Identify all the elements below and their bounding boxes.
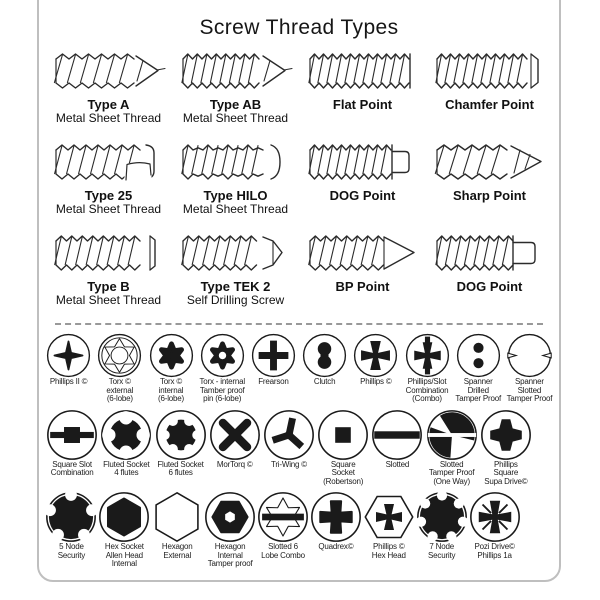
drive-label-line: Tri-Wing ©	[270, 459, 307, 469]
drive-label	[323, 461, 363, 487]
screw-item-bp	[299, 228, 426, 307]
drive-label-line: (One Way)	[433, 476, 470, 486]
drive-label	[429, 461, 475, 487]
sharp-screw-illustration	[431, 137, 549, 187]
drive-item-square-slot	[45, 409, 99, 487]
drive-label-line: 6 flutes	[168, 468, 193, 477]
square-robertson-icon	[317, 409, 369, 461]
drive-label-line: 4 flutes	[114, 468, 139, 477]
drive-label-line: internal	[158, 385, 184, 395]
screw-name: Sharp Point	[453, 188, 526, 203]
drive-label-line: Slotted	[439, 459, 464, 469]
screw-name: Type HILO	[203, 188, 268, 203]
screw-name: Type 25	[84, 188, 133, 203]
drive-label-line: Frearson	[258, 377, 289, 386]
screw-item-type-a	[45, 46, 172, 125]
drive-label-line: Torx ©	[159, 377, 183, 386]
drive-label	[428, 543, 455, 560]
drive-label-line: (Combo)	[412, 394, 442, 403]
screw-subtitle: Metal Sheet Thread	[55, 202, 162, 216]
drive-label-line: Tamper proof	[207, 559, 253, 568]
drive-item-torx-pin	[197, 333, 248, 404]
drive-label	[406, 378, 449, 404]
hexagon-external-icon	[151, 491, 203, 543]
drive-label-line: Slotted	[385, 459, 410, 469]
drive-label-line: Square Slot	[52, 459, 92, 469]
drive-item-phillips-slot	[401, 333, 452, 404]
drive-item-fluted-6	[153, 409, 207, 487]
type-ab-screw-illustration	[177, 46, 295, 96]
drive-label-line: (6-lobe)	[158, 394, 184, 403]
drive-label-line: (6-lobe)	[106, 394, 133, 403]
drive-item-pozi	[468, 491, 521, 569]
drive-label-line: Security	[428, 550, 456, 560]
drive-label-line: Drilled	[467, 385, 489, 395]
screw-subtitle: Metal Sheet Thread	[182, 111, 289, 125]
screw-item-sharp	[426, 137, 553, 216]
drive-label-line: Fluted Socket	[103, 459, 150, 469]
bp-screw-illustration	[304, 228, 422, 278]
mortorq-icon	[209, 409, 261, 461]
drive-label	[258, 378, 288, 387]
drive-label-line: Phillips ©	[360, 377, 392, 386]
drive-item-clutch	[299, 333, 350, 404]
phillips-hex-head-icon	[363, 491, 415, 543]
drive-label-line: Tamper Proof	[506, 394, 553, 403]
drive-label-line: Slotted	[517, 385, 542, 395]
drive-label-line: MorTorq ©	[216, 459, 253, 469]
clutch-icon	[302, 333, 347, 378]
drive-label	[360, 378, 391, 387]
phillips-icon	[353, 333, 398, 378]
screw-name: DOG Point	[329, 188, 396, 203]
drive-label-line: Hexagon	[214, 542, 246, 551]
drive-item-slotted	[370, 409, 424, 487]
drive-item-phillips-ii	[43, 333, 94, 404]
drive-label-line: Phillips/Slot	[407, 377, 447, 386]
drive-label	[271, 461, 307, 470]
square-slot-icon	[46, 409, 98, 461]
drive-label	[386, 461, 410, 470]
drive-item-hex-allen	[98, 491, 151, 569]
chamfer-screw-illustration	[431, 46, 549, 96]
drive-label-line: Spanner	[514, 377, 544, 386]
drive-label-line: Torx - internal	[199, 377, 245, 386]
drive-label	[162, 543, 193, 560]
torx-pin-icon	[200, 333, 245, 378]
drive-label	[507, 378, 553, 404]
screw-item-hilo	[172, 137, 299, 216]
chart-frame	[37, 0, 561, 582]
screw-item-dog	[299, 137, 426, 216]
drive-label-line: Phillips II ©	[49, 377, 88, 386]
drive-label-line: Fluted Socket	[157, 459, 204, 469]
slotted-6lobe-icon	[257, 491, 309, 543]
screw-subtitle: Metal Sheet Thread	[55, 111, 162, 125]
drive-label	[103, 461, 149, 478]
drive-label-line: Hexagon	[161, 542, 193, 551]
seven-node-icon	[416, 491, 468, 543]
drive-item-frearson	[248, 333, 299, 404]
drive-label-line: Quadrex©	[318, 542, 354, 551]
drive-label-line: Square	[330, 459, 356, 469]
drive-label	[157, 461, 203, 478]
fluted-4-icon	[100, 409, 152, 461]
screw-item-chamfer	[426, 46, 553, 125]
drive-label-line: Tamber proof	[199, 385, 245, 395]
drive-label-line: 5 Node	[59, 542, 84, 551]
phillips-ii-icon	[46, 333, 91, 378]
drive-label	[208, 543, 253, 569]
drive-types-grid	[39, 333, 559, 569]
type-b-screw-illustration	[50, 228, 168, 278]
drive-label	[58, 543, 85, 560]
drive-item-square-robertson	[316, 409, 370, 487]
drive-label	[106, 378, 133, 404]
drive-label-line: Tamper Proof	[455, 394, 502, 403]
drive-label-line: Square	[493, 468, 519, 477]
hex-tamper-icon	[204, 491, 256, 543]
screw-name: Chamfer Point	[445, 97, 534, 112]
drive-label	[105, 543, 144, 569]
screw-item-dog-long	[426, 228, 553, 307]
drive-row-3	[39, 491, 559, 569]
five-node-icon	[45, 491, 97, 543]
quadrex-icon	[310, 491, 362, 543]
screw-name: Type AB	[209, 97, 262, 112]
drive-item-one-way	[425, 409, 479, 487]
drive-label-line: Spanner	[463, 377, 493, 386]
screw-item-type-25	[45, 137, 172, 216]
drive-label-line: Combination	[405, 385, 449, 395]
hex-allen-icon	[98, 491, 150, 543]
screw-item-type-b	[45, 228, 172, 307]
drive-item-fluted-4	[99, 409, 153, 487]
fluted-6-icon	[155, 409, 207, 461]
drive-label-line: Socket	[331, 468, 355, 477]
page-title: Screw Thread Types	[199, 16, 399, 39]
hilo-screw-illustration	[177, 137, 295, 187]
drive-label-line: Allen Head	[105, 550, 143, 560]
drive-label-line: Phillips	[493, 459, 518, 469]
drive-label	[199, 378, 244, 404]
drive-label-line: Security	[57, 550, 86, 560]
drive-label-line: Tamper Proof	[428, 468, 475, 477]
drive-label	[261, 543, 305, 560]
drive-label-line: Slotted 6	[268, 542, 298, 551]
phillips-slot-icon	[405, 333, 450, 378]
drive-label	[314, 378, 335, 387]
screw-subtitle: Self Drilling Screw	[186, 293, 285, 307]
screw-name: Type A	[87, 97, 130, 112]
spanner-drilled-icon	[456, 333, 501, 378]
drive-label	[51, 461, 94, 478]
drive-label	[455, 378, 501, 404]
supa-drive-icon	[480, 409, 532, 461]
drive-label	[158, 378, 184, 404]
dog-long-screw-illustration	[431, 228, 549, 278]
drive-label-line: (Robertson)	[323, 476, 364, 486]
drive-label	[474, 543, 514, 560]
drive-label-line: Internal	[217, 550, 243, 560]
screw-item-type-ab	[172, 46, 299, 125]
drive-item-supa-drive	[479, 409, 533, 487]
pozi-icon	[469, 491, 521, 543]
screw-item-tek	[172, 228, 299, 307]
drive-label-line: Combination	[50, 468, 94, 477]
drive-label-line: Hex Socket	[104, 542, 144, 551]
drive-item-phillips-hex-head	[362, 491, 415, 569]
drive-item-mortorq	[208, 409, 262, 487]
drive-label	[484, 461, 527, 487]
drive-item-spanner-slotted	[504, 333, 555, 404]
drive-label-line: Hex Head	[371, 550, 406, 560]
spanner-slotted-icon	[507, 333, 552, 378]
drive-item-hex-tamper	[204, 491, 257, 569]
screw-item-flat	[299, 46, 426, 125]
drive-label-line: pin (6-lobe)	[203, 394, 242, 403]
drive-item-hexagon-external	[151, 491, 204, 569]
screw-name: BP Point	[335, 279, 390, 294]
drive-label-line: Internal	[111, 559, 137, 568]
frearson-icon	[251, 333, 296, 378]
drive-item-seven-node	[415, 491, 468, 569]
drive-label	[372, 543, 406, 560]
drive-item-spanner-drilled	[453, 333, 504, 404]
tri-wing-icon	[263, 409, 315, 461]
dashed-separator	[55, 323, 543, 325]
drive-item-five-node	[45, 491, 98, 569]
drive-label-line: external	[106, 385, 134, 395]
torx-external-icon	[97, 333, 142, 378]
drive-label	[318, 543, 353, 552]
drive-label-line: Phillips 1a	[477, 550, 512, 560]
drive-label-line: Clutch	[313, 377, 336, 386]
drive-item-tri-wing	[262, 409, 316, 487]
drive-item-torx-internal	[145, 333, 196, 404]
tek-screw-illustration	[177, 228, 295, 278]
screw-name: Type TEK 2	[200, 279, 271, 294]
drive-label-line: Supa Drive©	[484, 476, 528, 486]
drive-label-line: Lobe Combo	[261, 550, 305, 560]
drive-label-line: Torx ©	[108, 377, 131, 386]
drive-label-line: 7 Node	[429, 542, 454, 551]
slotted-icon	[371, 409, 423, 461]
drive-item-torx-external	[94, 333, 145, 404]
drive-item-quadrex	[309, 491, 362, 569]
type-25-screw-illustration	[50, 137, 168, 187]
flat-screw-illustration	[304, 46, 422, 96]
drive-label-line: External	[163, 550, 192, 560]
drive-label-line: Pozi Drive©	[474, 542, 515, 551]
screw-name: Type B	[87, 279, 130, 294]
torx-internal-icon	[149, 333, 194, 378]
one-way-icon	[426, 409, 478, 461]
screw-subtitle: Metal Sheet Thread	[182, 202, 289, 216]
drive-row-2	[39, 409, 559, 487]
screw-subtitle: Metal Sheet Thread	[55, 293, 162, 307]
drive-item-phillips	[350, 333, 401, 404]
screw-types-grid	[39, 46, 559, 307]
dog-screw-illustration	[304, 137, 422, 187]
drive-row-1	[39, 333, 559, 404]
screw-name: DOG Point	[456, 279, 523, 294]
drive-label	[217, 461, 253, 470]
drive-label	[50, 378, 88, 387]
drive-label-line: Phillips ©	[373, 542, 405, 551]
drive-item-slotted-6lobe	[257, 491, 310, 569]
type-a-screw-illustration	[50, 46, 168, 96]
screw-name: Flat Point	[332, 97, 393, 112]
